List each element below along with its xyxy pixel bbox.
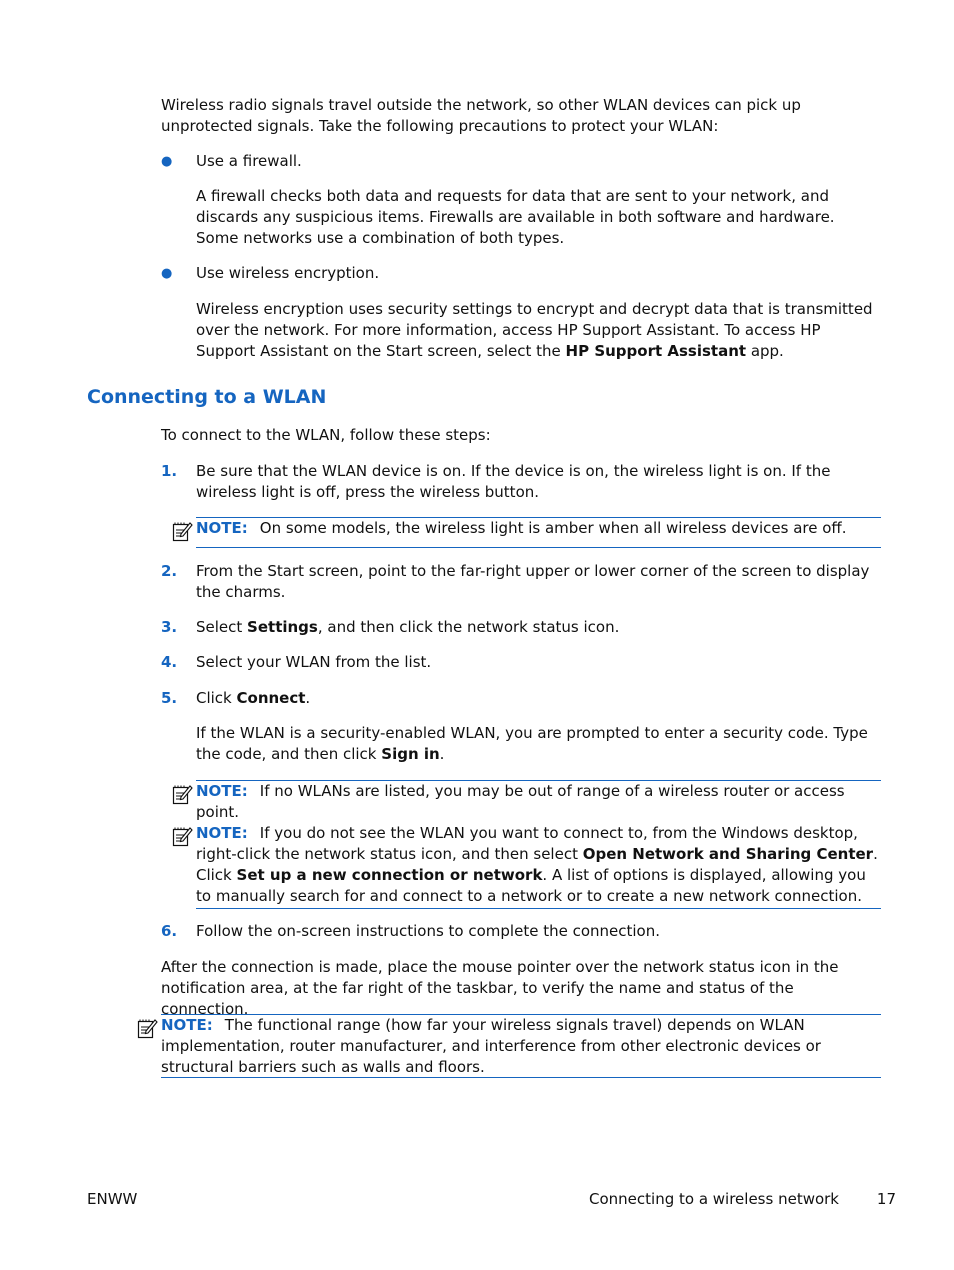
- step-number: 1.: [161, 462, 178, 480]
- bullet-encryption-desc: Wireless encryption uses security settings to encrypt and decrypt data that is transmitted over the network. For more information, access HP Support Assistant. To access HP Support Assistant on the Start screen, select the HP Support Assistant app.: [196, 300, 873, 360]
- after-paragraph: After the connection is made, place the mouse pointer over the network status icon in the notification area, at the far right of the taskbar, to verify the name and status of the connection.: [161, 958, 839, 1018]
- step-number: 2.: [161, 562, 178, 580]
- bullet-encryption-title: Use wireless encryption.: [196, 264, 380, 282]
- note-box: [196, 517, 881, 548]
- step-detail: If the WLAN is a security-enabled WLAN, you are prompted to enter a security code. Type the code, and then click Sign in.: [196, 724, 868, 763]
- section-lead: To connect to the WLAN, follow these steps:: [161, 426, 491, 444]
- note-text: The functional range (how far your wireless signals travel) depends on WLAN implementation, router manufacturer, and interference from other electronic devices or structural barriers such as walls and floors.: [161, 1016, 821, 1076]
- step-text: Be sure that the WLAN device is on. If the device is on, the wireless light is on. If the wireless light is off, press the wireless button.: [196, 462, 831, 501]
- step-text: Select your WLAN from the list.: [196, 653, 432, 671]
- step-number: 3.: [161, 618, 178, 636]
- hp-support-assistant-label: HP Support Assistant: [565, 342, 747, 360]
- note-label: NOTE:: [161, 1016, 213, 1034]
- note-box: [196, 780, 881, 821]
- note-label: NOTE:: [196, 782, 248, 800]
- connect-label: Connect: [236, 689, 306, 707]
- note-pencil-icon: [171, 825, 193, 847]
- bullet-dot-icon: ●: [161, 266, 173, 281]
- note-text: On some models, the wireless light is amber when all wireless devices are off.: [259, 519, 847, 537]
- step-text: Follow the on-screen instructions to complete the connection.: [196, 922, 660, 940]
- note-pencil-icon: [171, 783, 193, 805]
- step-number: 4.: [161, 653, 178, 671]
- bullet-firewall-desc: A firewall checks both data and requests for data that are sent to your network, and discards any suspicious items. Firewalls are available in both software and hardware. Some networks use a combination of both types.: [196, 187, 835, 247]
- note-label: NOTE:: [196, 519, 248, 537]
- intro-paragraph: Wireless radio signals travel outside the network, so other WLAN devices can pick up unprotected signals. Take the following precautions to protect your WLAN:: [161, 96, 801, 135]
- step-number: 6.: [161, 922, 178, 940]
- set-up-new-connection-label: Set up a new connection or network: [236, 866, 543, 884]
- sign-in-label: Sign in: [381, 745, 440, 763]
- note-pencil-icon: [136, 1017, 158, 1039]
- step-text: From the Start screen, point to the far-right upper or lower corner of the screen to display the charms.: [196, 562, 870, 601]
- page-number: 17: [876, 1190, 896, 1208]
- note-text: If no WLANs are listed, you may be out of range of a wireless router or access point.: [196, 782, 845, 821]
- note-label: NOTE:: [196, 824, 248, 842]
- bullet-dot-icon: ●: [161, 154, 173, 169]
- footer-left: ENWW: [87, 1190, 138, 1208]
- step-number: 5.: [161, 689, 178, 707]
- note-pencil-icon: [171, 520, 193, 542]
- open-network-sharing-center-label: Open Network and Sharing Center: [582, 845, 874, 863]
- settings-label: Settings: [247, 618, 318, 636]
- section-heading: Connecting to a WLAN: [87, 386, 327, 408]
- note-box: [161, 1014, 881, 1078]
- step-text: Click Connect.: [196, 689, 311, 707]
- footer-section-title: Connecting to a wireless network: [589, 1190, 839, 1208]
- note-box: NOTE: If you do not see the WLAN you want to connect to, from the Windows desktop, right-click the network status icon, and then select Open Network and Sharing Center. Click Set up a new connection or network. A list of options is displayed, allowing you to manually search for and connect to a network or to create a new network connection.: [196, 823, 881, 909]
- bullet-firewall-title: Use a firewall.: [196, 152, 302, 170]
- step-text: Select Settings, and then click the network status icon.: [196, 618, 620, 636]
